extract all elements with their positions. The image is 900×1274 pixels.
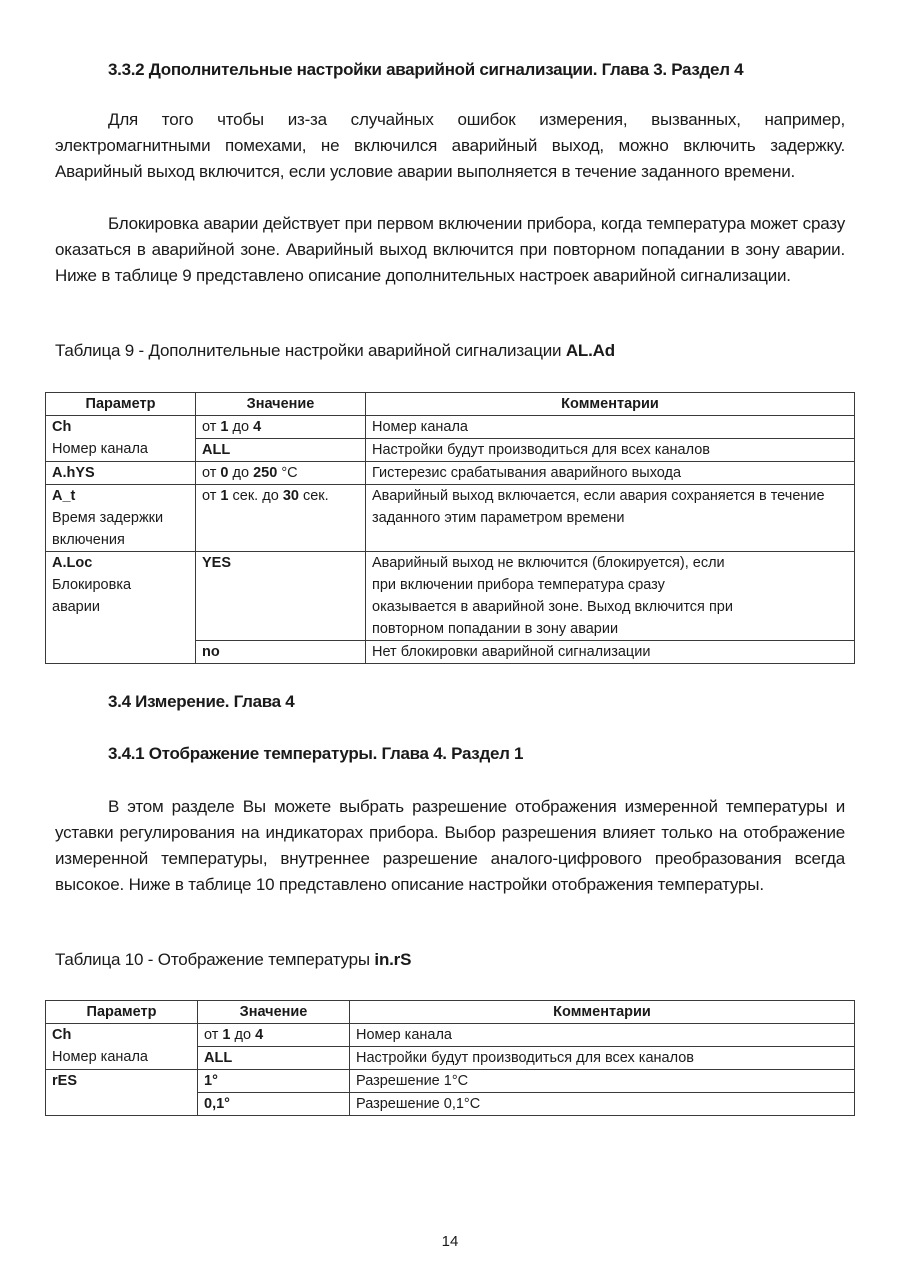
paragraph-text: Для того чтобы из-за случайных ошибок измерения, вызванных, например, электромагнитными помехами, не включился аварийный выход, можно включить задержку. Аварийный выход включится, если условие аварии выполняется в течение заданного времени.: [55, 110, 845, 181]
value-cell: от 1 до 4: [196, 416, 366, 439]
comment-cell: Аварийный выход включается, если авария сохраняется в течение заданного этим параметром времени: [366, 485, 855, 552]
value-cell: no: [196, 641, 366, 664]
comment-cell: Разрешение 0,1°C: [350, 1093, 855, 1116]
table-row: [46, 552, 855, 641]
param-cell: [46, 552, 196, 664]
value-cell: ALL: [198, 1047, 350, 1070]
param-cell: [46, 1024, 198, 1070]
value-cell: 1°: [198, 1070, 350, 1093]
header-comment: Комментарии: [366, 393, 855, 416]
header-param: Параметр: [46, 1001, 198, 1024]
param-cell: [46, 416, 196, 462]
table-header-row: [46, 1001, 855, 1024]
paragraph-alarm-delay: [55, 107, 845, 185]
paragraph-text: Блокировка аварии действует при первом включении прибора, когда температура может сразу оказаться в аварийной зоне. Аварийный выход включится при повторном попадании в зону аварии. Ниже в таблице 9 представлено описание дополнительных настроек аварийной сигнализации.: [55, 214, 845, 285]
table-row: [46, 462, 855, 485]
comment-cell: Номер канала: [350, 1024, 855, 1047]
caption-code: in.rS: [374, 950, 412, 969]
comment-cell: Настройки будут производиться для всех каналов: [366, 439, 855, 462]
table-row: [46, 1070, 855, 1093]
param-code: A_t: [52, 488, 76, 504]
section-heading-3-3-2: 3.3.2 Дополнительные настройки аварийной сигнализации. Глава 3. Раздел 4: [108, 60, 744, 79]
header-value: Значение: [196, 393, 366, 416]
comment-cell: Гистерезис срабатывания аварийного выхода: [366, 462, 855, 485]
table-header-row: [46, 393, 855, 416]
table-row: [46, 1024, 855, 1047]
page-number: 14: [441, 1233, 459, 1250]
param-name: Время задержки включения: [52, 510, 164, 548]
comment-cell: Номер канала: [366, 416, 855, 439]
comment-cell: Нет блокировки аварийной сигнализации: [366, 641, 855, 664]
paragraph-text: В этом разделе Вы можете выбрать разрешение отображения измеренной температуры и уставки регулирования на индикаторах прибора. Выбор разрешения влияет только на отображение измеренной температуры, внутреннее разрешение аналого-цифрового преобразования всегда высокое. Ниже в таблице 10 представлено описание настройки отображения температуры.: [55, 797, 845, 894]
value-cell: 0,1°: [198, 1093, 350, 1116]
param-name: Номер канала: [52, 1049, 148, 1065]
value-cell: от 1 сек. до 30 сек.: [196, 485, 366, 552]
header-param: Параметр: [46, 393, 196, 416]
table10-caption: [55, 950, 411, 970]
table-9: [45, 392, 855, 664]
header-comment: Комментарии: [350, 1001, 855, 1024]
table9-caption: [55, 341, 615, 361]
param-code: Ch: [52, 419, 72, 435]
param-code: Ch: [52, 1027, 72, 1043]
value-cell: YES: [196, 552, 366, 641]
value-cell: ALL: [196, 439, 366, 462]
value-cell: от 0 до 250 °C: [196, 462, 366, 485]
caption-text: Таблица 9 - Дополнительные настройки аварийной сигнализации: [55, 341, 566, 360]
param-cell: [46, 485, 196, 552]
paragraph-alarm-lock: [55, 211, 845, 289]
param-code: A.Loc: [52, 555, 93, 571]
param-cell: rES: [46, 1070, 198, 1116]
comment-cell: Настройки будут производиться для всех каналов: [350, 1047, 855, 1070]
caption-text: Таблица 10 - Отображение температуры: [55, 950, 375, 969]
comment-cell: Аварийный выход не включится (блокируется), если при включении прибора температура сразу оказывается в аварийной зоне. Выход включится при повторном попадании в зону аварии: [366, 552, 855, 641]
comment-cell: Разрешение 1°C: [350, 1070, 855, 1093]
table-row: [46, 416, 855, 439]
header-value: Значение: [198, 1001, 350, 1024]
caption-code: AL.Ad: [565, 341, 615, 360]
param-cell: A.hYS: [46, 462, 196, 485]
param-name: Номер канала: [52, 441, 148, 457]
table-row: [46, 485, 855, 552]
table-10: [45, 1000, 855, 1116]
value-cell: от 1 до 4: [198, 1024, 350, 1047]
section-heading-3-4-1: 3.4.1 Отображение температуры. Глава 4. Раздел 1: [108, 744, 524, 763]
param-name: Блокировка аварии: [52, 577, 132, 615]
section-heading-3-4: 3.4 Измерение. Глава 4: [108, 692, 295, 711]
paragraph-display-resolution: [55, 794, 845, 898]
